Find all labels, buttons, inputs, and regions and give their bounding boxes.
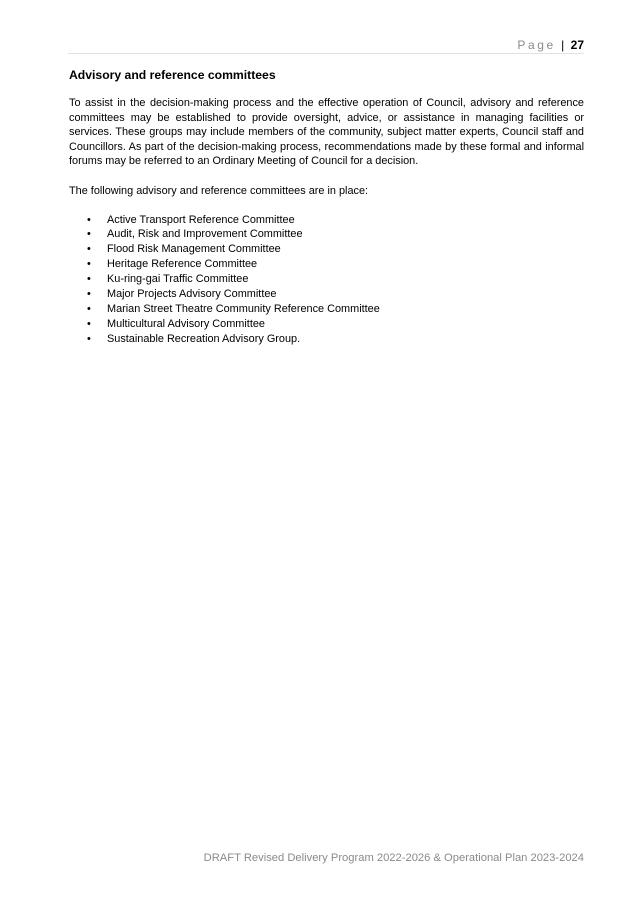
list-item: • Flood Risk Management Committee — [69, 242, 584, 257]
committee-list — [69, 213, 584, 347]
page-separator: | — [561, 38, 565, 52]
list-item: • Audit, Risk and Improvement Committee — [69, 227, 584, 242]
page-number: 27 — [570, 38, 584, 52]
list-item: • Marian Street Theatre Community Reference Committee — [69, 302, 584, 317]
page-footer: DRAFT Revised Delivery Program 2022-2026 & Operational Plan 2023-2024 — [203, 852, 584, 864]
section-heading: Advisory and reference committees — [69, 68, 276, 82]
page-label: Page — [517, 38, 556, 52]
list-item: • Heritage Reference Committee — [69, 257, 584, 272]
header-divider — [68, 53, 584, 54]
list-item: • Major Projects Advisory Committee — [69, 287, 584, 302]
page-header — [517, 38, 584, 52]
list-item: • Multicultural Advisory Committee — [69, 317, 584, 332]
intro-paragraph: To assist in the decision-making process and the effective operation of Council, advisory and reference committees may be established to provide oversight, advice, or assistance in managing facilities or services. These groups may include members of the community, subject matter experts, Council staff and Councillors. As part of the decision-making process, recommendations made by these formal and informal forums may be referred to an Ordinary Meeting of Council for a decision. — [69, 97, 584, 168]
list-item: • Active Transport Reference Committee — [69, 213, 584, 228]
list-item: • Sustainable Recreation Advisory Group. — [69, 332, 584, 347]
page-content — [69, 68, 584, 347]
list-item: • Ku-ring-gai Traffic Committee — [69, 272, 584, 287]
lead-in-paragraph: The following advisory and reference committees are in place: — [69, 184, 369, 197]
